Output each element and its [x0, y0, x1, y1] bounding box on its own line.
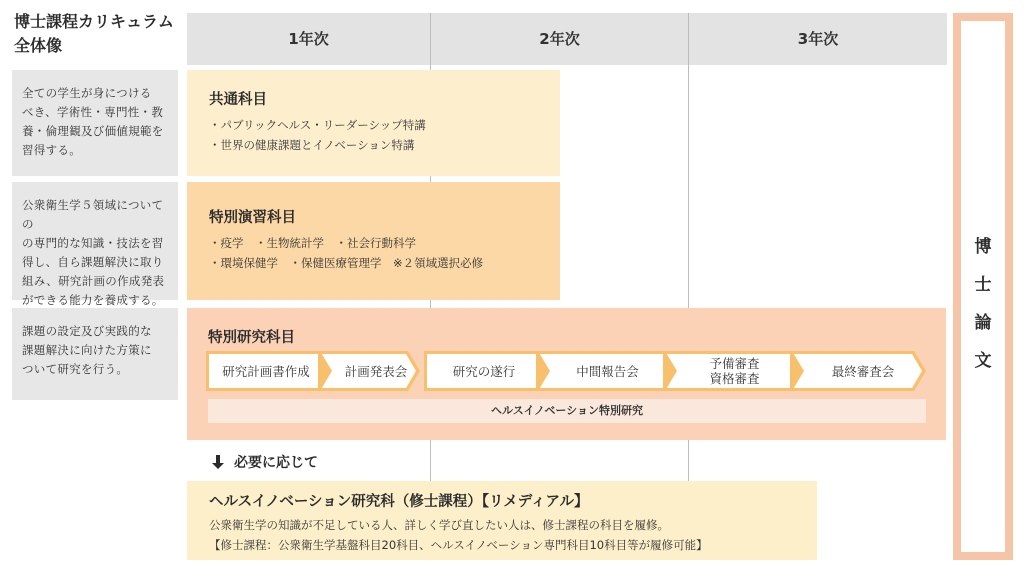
thesis-char: 論 — [974, 313, 992, 333]
row-1-description — [12, 70, 178, 176]
thesis-label — [961, 228, 1005, 380]
special-seminar-item: ・疫学 ・生物統計学 ・社会行動科学 — [209, 236, 416, 250]
step-plan-presentation: 計画発表会 — [344, 363, 408, 379]
step-research-plan: 研究計画書作成 — [222, 363, 310, 379]
row-3-description — [12, 308, 178, 400]
common-course-item: ・パブリックヘルス・リーダーシップ特講 — [209, 118, 426, 132]
row-3-desc-line: 課題解決に向けた方策に — [22, 343, 152, 357]
title-line-2: 全体像 — [14, 36, 63, 55]
row-2-desc-line: の専門的な知識・技法を習 — [22, 236, 164, 250]
row-2-description — [12, 182, 178, 307]
row-2-desc-line: ができる能力を養成する。 — [22, 293, 164, 307]
step-interim-report: 中間報告会 — [576, 363, 639, 379]
special-seminar-title: 特別演習科目 — [209, 210, 296, 226]
step-research-execution: 研究の遂行 — [452, 363, 516, 379]
common-course-item: ・世界の健康課題とイノベーション特講 — [209, 138, 415, 152]
remedial-line: 【修士課程：公衆衛生学基盤科目20科目、ヘルスイノベーション専門科目10科目等が履修可能】 — [209, 538, 708, 552]
common-courses-title: 共通科目 — [209, 92, 267, 108]
common-courses-box — [187, 70, 560, 176]
down-arrow-icon — [210, 454, 226, 470]
year-2-label: 2年次 — [539, 30, 580, 48]
special-research-title: 特別研究科目 — [208, 330, 295, 346]
row-2-desc-line: 公衆衛生学５領域についての — [22, 198, 164, 231]
title-line-1: 博士課程カリキュラム — [14, 12, 174, 31]
diagram-title — [14, 10, 184, 58]
row-2-desc-line: 得し、自ら課題解決に取り — [22, 255, 164, 269]
special-seminar-box — [187, 182, 560, 300]
row-1-desc-line: 養・倫理観及び価値規範を — [22, 124, 164, 138]
remedial-line: 公衆衛生学の知識が不足している人、詳しく学び直したい人は、修士課程の科目を履修。 — [209, 518, 669, 532]
remedial-box — [187, 481, 817, 560]
row-1-desc-line: 習得する。 — [22, 143, 81, 157]
row-3-desc-line: ついて研究を行う。 — [22, 362, 129, 376]
as-needed-note — [210, 452, 318, 472]
row-3-desc-line: 課題の設定及び実践的な — [22, 324, 152, 338]
row-1-desc-line: べき、学術性・専門性・教 — [22, 105, 164, 119]
as-needed-label: 必要に応じて — [234, 455, 318, 471]
thesis-char: 博 — [974, 237, 992, 257]
special-seminar-item: ・環境保健学 ・保健医療管理学 ※２領域選択必修 — [209, 256, 484, 270]
remedial-title: ヘルスイノベーション研究科（修士課程）【リメディアル】 — [209, 494, 589, 510]
health-innovation-research-bar: ヘルスイノベーション特別研究 — [208, 399, 926, 423]
thesis-char: 士 — [974, 275, 992, 295]
year-divider-2 — [688, 13, 689, 560]
year-3-label: 3年次 — [797, 30, 839, 48]
row-1-desc-line: 全ての学生が身につける — [22, 86, 152, 100]
thesis-char: 文 — [974, 351, 992, 371]
row-2-desc-line: 組み、研究計画の作成発表 — [22, 274, 165, 288]
year-1-label: 1年次 — [288, 30, 329, 48]
step-preliminary-review: 予備審査 資格審査 — [709, 356, 760, 386]
step-final-review: 最終審査会 — [831, 363, 895, 379]
